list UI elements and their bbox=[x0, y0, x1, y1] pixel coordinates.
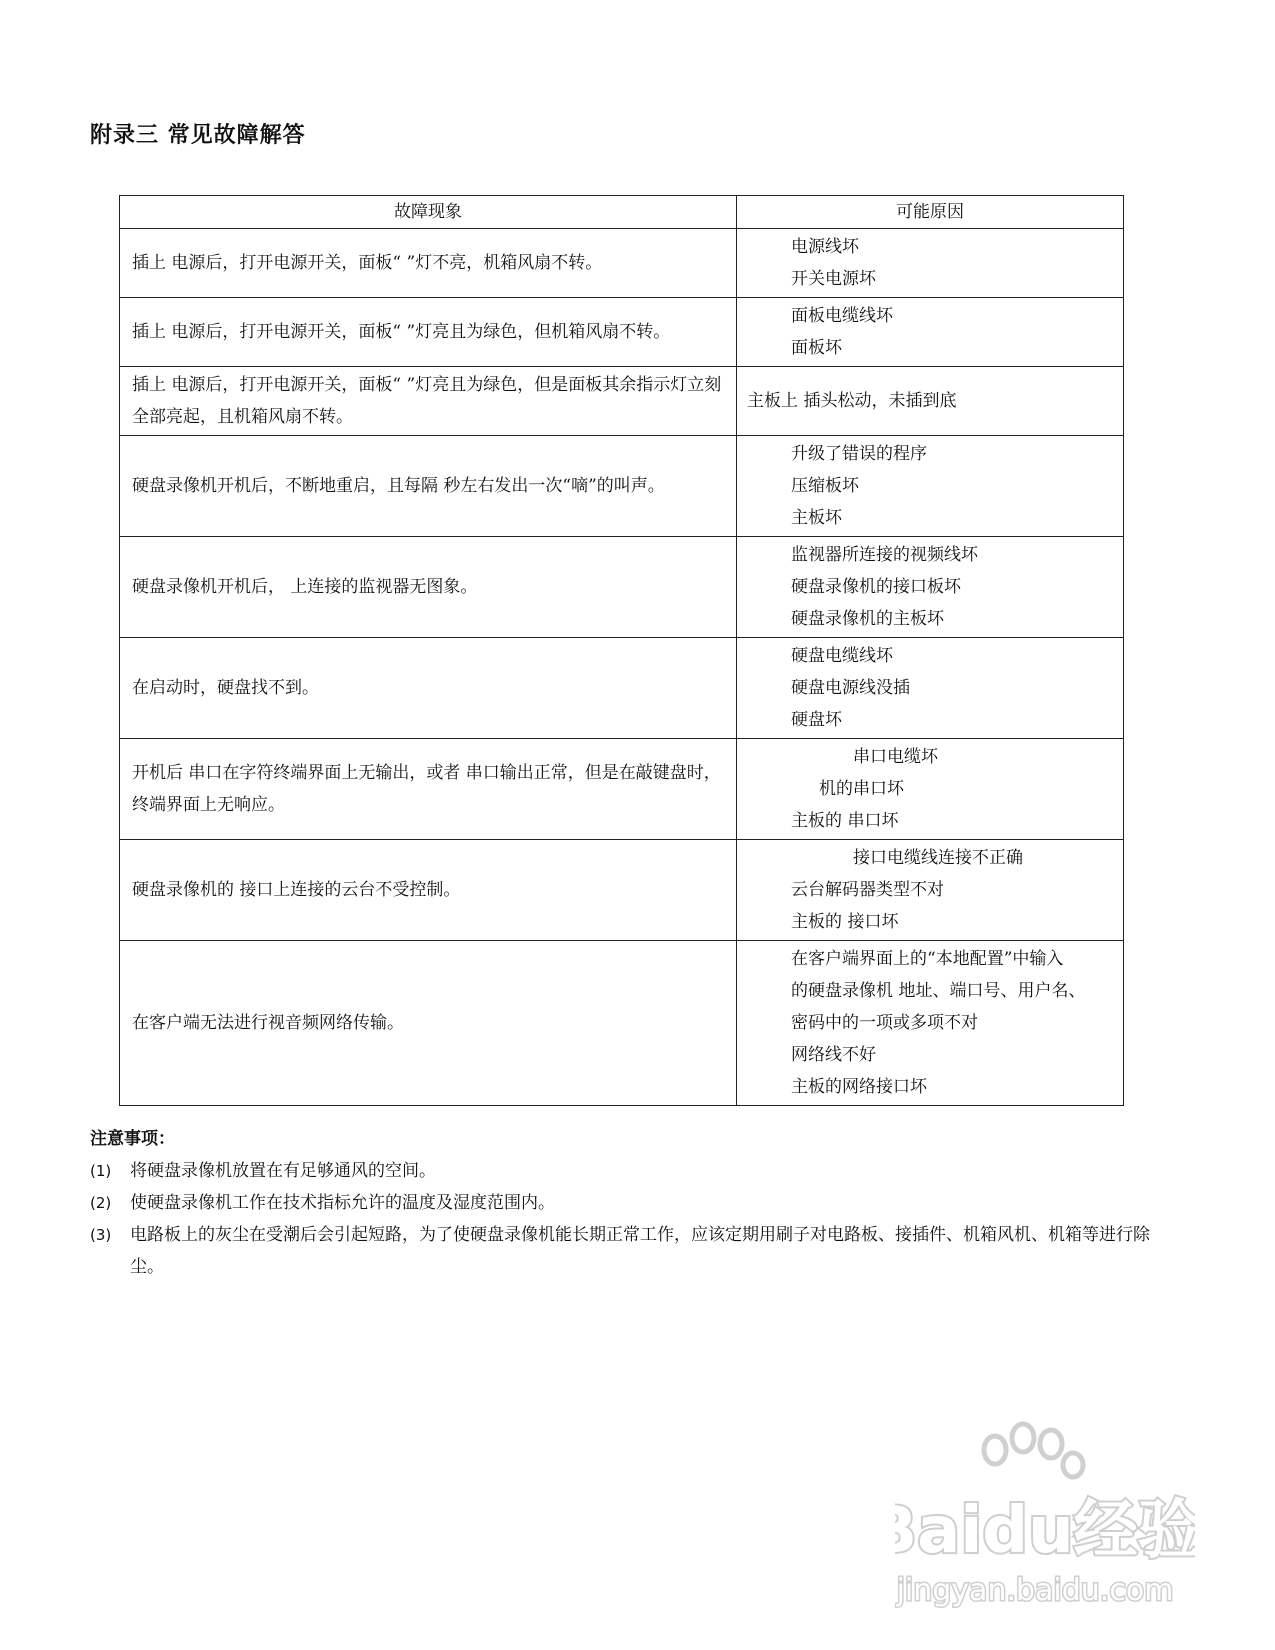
cause-item: 主板的 串口坏 bbox=[791, 811, 899, 831]
note-item bbox=[90, 1219, 1170, 1283]
paw-logo-icon bbox=[895, 1420, 1195, 1620]
cause-item: 硬盘电源线没插 bbox=[791, 678, 911, 698]
table-row bbox=[120, 229, 1124, 298]
cause-item: 硬盘电缆线坏 bbox=[791, 646, 894, 666]
note-number: (2) bbox=[90, 1194, 112, 1212]
table-row bbox=[120, 638, 1124, 739]
troubleshooting-table bbox=[119, 195, 1124, 1106]
cause-item: 主板的网络接口坏 bbox=[791, 1077, 928, 1097]
cause-item: 电源线坏 bbox=[791, 237, 860, 257]
header-cause: 可能原因 bbox=[737, 196, 1124, 229]
cause-cell bbox=[737, 537, 1124, 638]
notes-section bbox=[90, 1123, 1170, 1283]
cause-cell bbox=[737, 229, 1124, 298]
cause-cell bbox=[737, 840, 1124, 941]
table-row bbox=[120, 537, 1124, 638]
cause-cell bbox=[737, 436, 1124, 537]
note-number: (3) bbox=[90, 1226, 112, 1244]
cause-cell bbox=[737, 638, 1124, 739]
symptom-cell: 开机后 串口在字符终端界面上无输出，或者 串口输出正常，但是在敲键盘时，终端界面上无响应。 bbox=[120, 739, 737, 840]
symptom-cell: 插上 电源后，打开电源开关，面板“ ”灯亮且为绿色，但是面板其余指示灯立刻全部亮起，且机箱风扇不转。 bbox=[120, 367, 737, 436]
cause-item: 接口电缆线连接不正确 bbox=[853, 848, 1024, 868]
page-title: 附录三 常见故障解答 bbox=[90, 123, 306, 148]
table-row bbox=[120, 436, 1124, 537]
cause-item: 面板电缆线坏 bbox=[791, 306, 894, 326]
note-text: 将硬盘录像机放置在有足够通风的空间。 bbox=[130, 1161, 436, 1181]
symptom-cell: 硬盘录像机的 接口上连接的云台不受控制。 bbox=[120, 840, 737, 941]
cause-item: 监视器所连接的视频线坏 bbox=[791, 545, 979, 565]
symptom-cell: 在客户端无法进行视音频网络传输。 bbox=[120, 941, 737, 1106]
notes-title: 注意事项： bbox=[90, 1129, 175, 1149]
cause-item: 硬盘录像机的接口板坏 bbox=[791, 577, 962, 597]
cause-item: 密码中的一项或多项不对 bbox=[791, 1013, 979, 1033]
watermark-brand: Baidu经验 bbox=[895, 1494, 1195, 1568]
cause-item: 的硬盘录像机 地址、端口号、用户名、 bbox=[791, 981, 1086, 1001]
cause-item: 主板的 接口坏 bbox=[791, 912, 899, 932]
symptom-cell: 插上 电源后，打开电源开关，面板“ ”灯不亮，机箱风扇不转。 bbox=[120, 229, 737, 298]
table-row bbox=[120, 941, 1124, 1106]
table-row bbox=[120, 840, 1124, 941]
cause-item: 升级了错误的程序 bbox=[791, 444, 928, 464]
symptom-cell: 硬盘录像机开机后，不断地重启，且每隔 秒左右发出一次“嘀”的叫声。 bbox=[120, 436, 737, 537]
symptom-cell: 插上 电源后，打开电源开关，面板“ ”灯亮且为绿色，但机箱风扇不转。 bbox=[120, 298, 737, 367]
cause-item: 开关电源坏 bbox=[791, 269, 877, 289]
note-text: 电路板上的灰尘在受潮后会引起短路，为了使硬盘录像机能长期正常工作，应该定期用刷子对电路板、接插件、机箱风机、机箱等进行除尘。 bbox=[130, 1225, 1150, 1277]
cause-item: 云台解码器类型不对 bbox=[791, 880, 945, 900]
cause-item: 机的串口坏 bbox=[819, 779, 905, 799]
symptom-cell: 在启动时，硬盘找不到。 bbox=[120, 638, 737, 739]
cause-cell bbox=[737, 298, 1124, 367]
cause-cell bbox=[737, 367, 1124, 436]
cause-item: 串口电缆坏 bbox=[853, 747, 939, 767]
table-header-row bbox=[120, 196, 1124, 229]
table-row bbox=[120, 367, 1124, 436]
cause-cell bbox=[737, 941, 1124, 1106]
header-symptom: 故障现象 bbox=[120, 196, 737, 229]
cause-item: 网络线不好 bbox=[791, 1045, 877, 1065]
cause-item: 压缩板坏 bbox=[791, 476, 860, 496]
baidu-jingyan-watermark bbox=[895, 1420, 1195, 1620]
cause-item: 硬盘坏 bbox=[791, 710, 843, 730]
cause-item: 硬盘录像机的主板坏 bbox=[791, 609, 945, 629]
cause-item: 在客户端界面上的“本地配置”中输入 bbox=[791, 949, 1064, 969]
cause-item: 面板坏 bbox=[791, 338, 843, 358]
note-item bbox=[90, 1187, 1170, 1219]
note-number: (1) bbox=[90, 1162, 112, 1180]
cause-cell bbox=[737, 739, 1124, 840]
cause-item: 主板坏 bbox=[791, 508, 843, 528]
table-row bbox=[120, 298, 1124, 367]
watermark-url: jingyan.baidu.com bbox=[896, 1573, 1174, 1608]
note-item bbox=[90, 1155, 1170, 1187]
table-row bbox=[120, 739, 1124, 840]
cause-item: 主板上 插头松动，未插到底 bbox=[747, 391, 957, 411]
note-text: 使硬盘录像机工作在技术指标允许的温度及湿度范围内。 bbox=[130, 1193, 555, 1213]
symptom-cell: 硬盘录像机开机后， 上连接的监视器无图象。 bbox=[120, 537, 737, 638]
